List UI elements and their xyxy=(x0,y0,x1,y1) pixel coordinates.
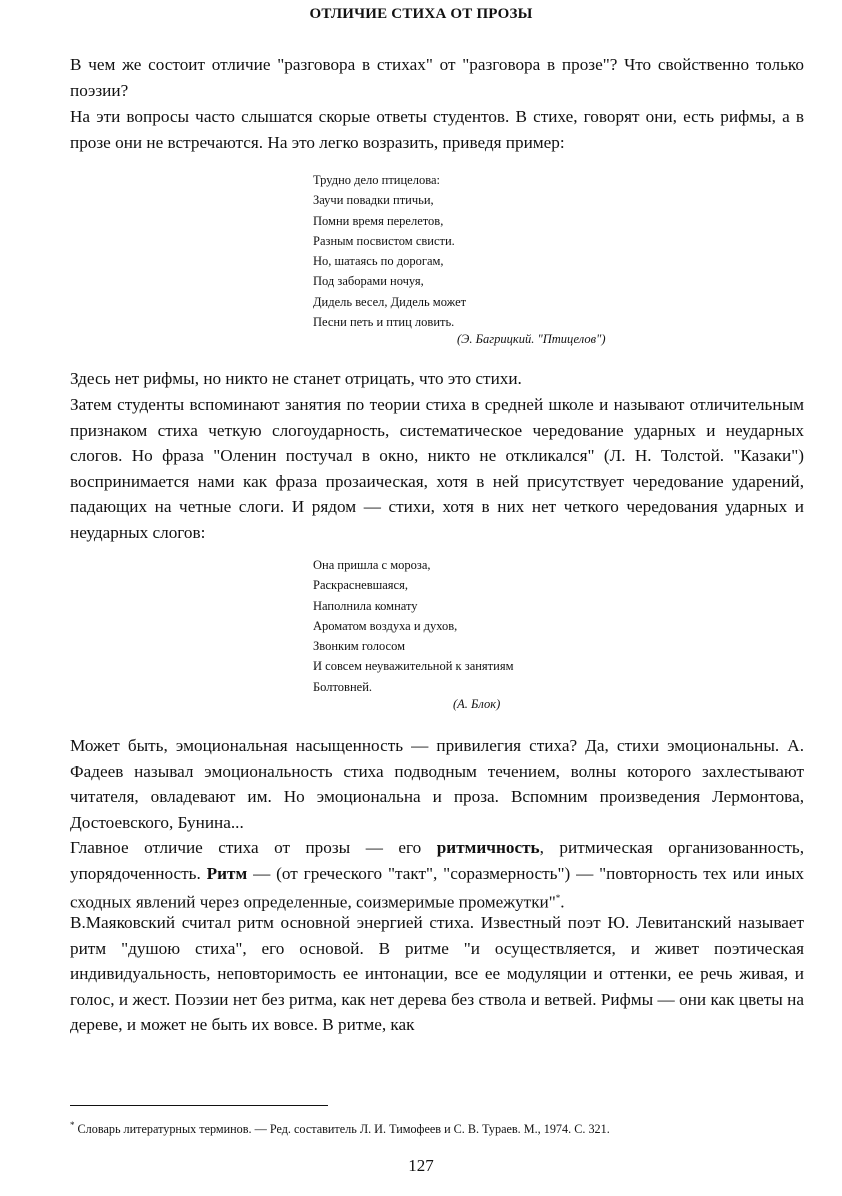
paragraph-emotionality: Может быть, эмоциональная насыщенность — привилегия стиха? Да, стихи эмоциональны. А. Фадеев называл эмоциональность стиха подводным течением, волны которого захлестывают читателя, овладевают им. Но эмоциональна и проза. Вспомним произведения Лермонтова, Достоевского, Бунина... xyxy=(70,736,804,832)
poem-line: Болтовней. xyxy=(313,679,373,694)
poem-line: Но, шатаясь по дорогам, xyxy=(313,254,444,269)
poem-line: Наполнила комнату xyxy=(313,598,418,613)
poem-attribution: (А. Блок) xyxy=(453,697,501,711)
paragraph-syllable-stress: Затем студенты вспоминают занятия по теории стиха в средней школе и называют отличительным признаком стиха четкую слогоударность, систематическое чередование ударных и неударных слогов. Но фраза "Оленин постучал в окно, никто не откликался" (Л. Н. Толстой. "Казаки") воспринимается нами как фраза прозаическая, хотя в ней присутствует чередование ударений, падающих на четные слоги. И рядом — стихи, хотя в них нет четкого чередования ударных и неударных слогов: xyxy=(70,395,804,542)
poem-line: Разным посвистом свисти. xyxy=(313,233,455,248)
poem-line: Помни время перелетов, xyxy=(313,213,444,228)
paragraph-rhythm-definition xyxy=(70,835,804,915)
text-run: — (от греческого "такт", "соразмерность") — "повторность тех или иных сходных явлений через определенные, соизмеримые промежутки" xyxy=(70,863,804,912)
poem-attribution: (Э. Багрицкий. "Птицелов") xyxy=(457,332,606,346)
poem-line: Звонким голосом xyxy=(313,639,405,654)
paragraph-no-rhyme: Здесь нет рифмы, но никто не станет отрицать, что это стихи. xyxy=(70,369,522,388)
bold-term-rhythmicity: ритмичность xyxy=(436,838,540,857)
text-run: Главное отличие стиха от прозы — его xyxy=(70,838,437,857)
footnote-divider xyxy=(70,1105,328,1106)
text-run: . xyxy=(560,892,565,912)
poem-line: Трудно дело птицелова: xyxy=(313,173,440,187)
poem-line: Раскрасневшаяся, xyxy=(313,578,408,593)
poem-line: Она пришла с мороза, xyxy=(313,558,431,572)
page-title: ОТЛИЧИЕ СТИХА ОТ ПРОЗЫ xyxy=(309,6,533,22)
poem-line: Под заборами ночуя, xyxy=(313,274,424,289)
paragraph-student-answers: На эти вопросы часто слышатся скорые ответы студентов. В стихе, говорят они, есть рифмы, а в прозе они не встречаются. На это легко возразить, приведя пример: xyxy=(70,107,804,152)
poem-blok xyxy=(313,555,514,697)
poem-bagritsky xyxy=(313,170,466,332)
poem-line: Ароматом воздуха и духов, xyxy=(313,618,458,633)
text-run: , ритмическая организованность, упорядоченность. xyxy=(70,838,804,883)
bold-term-rhythm: Ритм xyxy=(206,863,248,883)
poem-line: Песни петь и птиц ловить. xyxy=(313,315,455,330)
page-number: 127 xyxy=(408,1156,434,1175)
poem-line: Дидель весел, Дидель может xyxy=(313,294,467,309)
poem-line: И совсем неуважительной к занятиям xyxy=(313,659,514,674)
footnote xyxy=(70,1115,804,1140)
paragraph-mayakovsky: В.Маяковский считал ритм основной энергией стиха. Известный поэт Ю. Левитанский называет ритм "душою стиха", его основой. В ритме "и осуществляется, и живет поэтическая индивидуальность, неповторимость ее интонации, все ее модуляции и оттенки, ее речь живая, и голос, и жест. Поэзии нет без ритма, как нет дерева без ствола и ветвей. Рифмы — они как цветы на дереве, и может не быть их вовсе. В ритме, как xyxy=(70,913,804,1034)
poem-line: Заучи повадки птичьи, xyxy=(313,193,434,208)
paragraph-intro: В чем же состоит отличие "разговора в стихах" от "разговора в прозе"? Что свойственно только поэзии? xyxy=(70,55,804,100)
footnote-reference[interactable]: * xyxy=(555,893,561,903)
footnote-mark: * xyxy=(70,1120,75,1130)
footnote-text: Словарь литературных терминов. — Ред. составитель Л. И. Тимофеев и С. В. Тураев. М., 1974. С. 321. xyxy=(74,1122,610,1137)
